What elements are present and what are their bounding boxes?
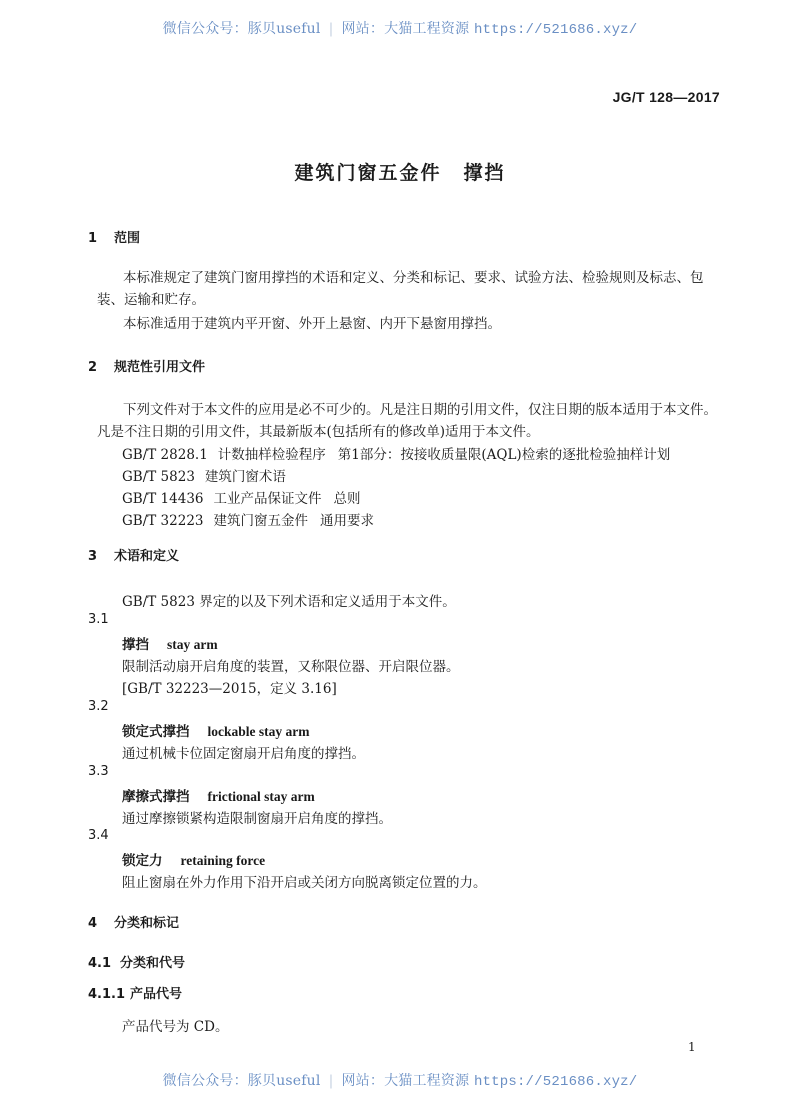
page-number: 1 [688, 1040, 696, 1054]
standard-code: JG/T 128—2017 [612, 89, 720, 105]
section-1-paragraph-2: 本标准适用于建筑内平开窗、外开上悬窗、内开下悬窗用撑挡。 [123, 316, 501, 332]
section-1-paragraph-1: 本标准规定了建筑门窗用撑挡的术语和定义、分类和标记、要求、试验方法、检验规则及标志、包装、运输和贮存。 [97, 270, 704, 308]
section-4-1-1-heading: 4.1.1 产品代号 [88, 987, 183, 1002]
term-number: 3.3 [88, 764, 109, 779]
watermark-separator: | [328, 21, 334, 37]
reference-item: GB/T 2828.1 计数抽样检验程序 第1部分：按接收质量限(AQL)检索的逐批检验抽样计划 [122, 447, 671, 463]
section-3-intro: GB/T 5823 界定的以及下列术语和定义适用于本文件。 [122, 594, 456, 610]
section-2-intro: 下列文件对于本文件的应用是必不可少的。凡是注日期的引用文件，仅注日期的版本适用于本文件。凡是不注日期的引用文件，其最新版本(包括所有的修改单)适用于本文件。 [97, 402, 717, 440]
term-title: 锁定式撑挡 lockable stay arm [122, 724, 310, 740]
section-4-heading: 4 分类和标记 [88, 916, 180, 931]
watermark-wechat: 微信公众号：豚贝useful [162, 21, 321, 37]
section-2-heading: 2 规范性引用文件 [88, 360, 206, 375]
watermark-site: 网站：大猫工程资源 [341, 21, 470, 37]
title-sub: 撑挡 [463, 162, 506, 184]
reference-item: GB/T 32223 建筑门窗五金件 通用要求 [122, 513, 374, 529]
section-4-1-1-text: 产品代号为 CD。 [122, 1019, 229, 1035]
watermark-url[interactable]: https://521686.xyz/ [473, 22, 638, 38]
section-4-1-heading: 4.1 分类和代号 [88, 956, 186, 971]
term-definition: 通过机械卡位固定窗扇开启角度的撑挡。 [122, 746, 365, 762]
term-definition: 限制活动扇开启角度的装置，又称限位器、开启限位器。 [122, 659, 460, 675]
document-title [0, 158, 800, 185]
watermark-url[interactable]: https://521686.xyz/ [473, 1074, 638, 1090]
title-main: 建筑门窗五金件 [294, 162, 442, 184]
watermark-top [0, 18, 800, 38]
term-definition: 通过摩擦锁紧构造限制窗扇开启角度的撑挡。 [122, 811, 392, 827]
section-3-heading: 3 术语和定义 [88, 549, 180, 564]
term-definition: 阻止窗扇在外力作用下沿开启或关闭方向脱离锁定位置的力。 [122, 875, 487, 891]
watermark-separator: | [328, 1073, 334, 1089]
watermark-bottom [0, 1070, 800, 1090]
reference-item: GB/T 14436 工业产品保证文件 总则 [122, 491, 361, 507]
term-title: 撑挡 stay arm [122, 637, 218, 653]
term-title: 锁定力 retaining force [122, 853, 266, 869]
term-number: 3.4 [88, 828, 109, 843]
term-number: 3.2 [88, 699, 109, 714]
watermark-wechat: 微信公众号：豚贝useful [162, 1073, 321, 1089]
watermark-site: 网站：大猫工程资源 [341, 1073, 470, 1089]
term-number: 3.1 [88, 612, 109, 627]
term-source: [GB/T 32223—2015，定义 3.16] [122, 681, 337, 697]
reference-item: GB/T 5823 建筑门窗术语 [122, 469, 286, 485]
term-title: 摩擦式撑挡 frictional stay arm [122, 789, 315, 805]
section-1-heading: 1 范围 [88, 231, 141, 246]
